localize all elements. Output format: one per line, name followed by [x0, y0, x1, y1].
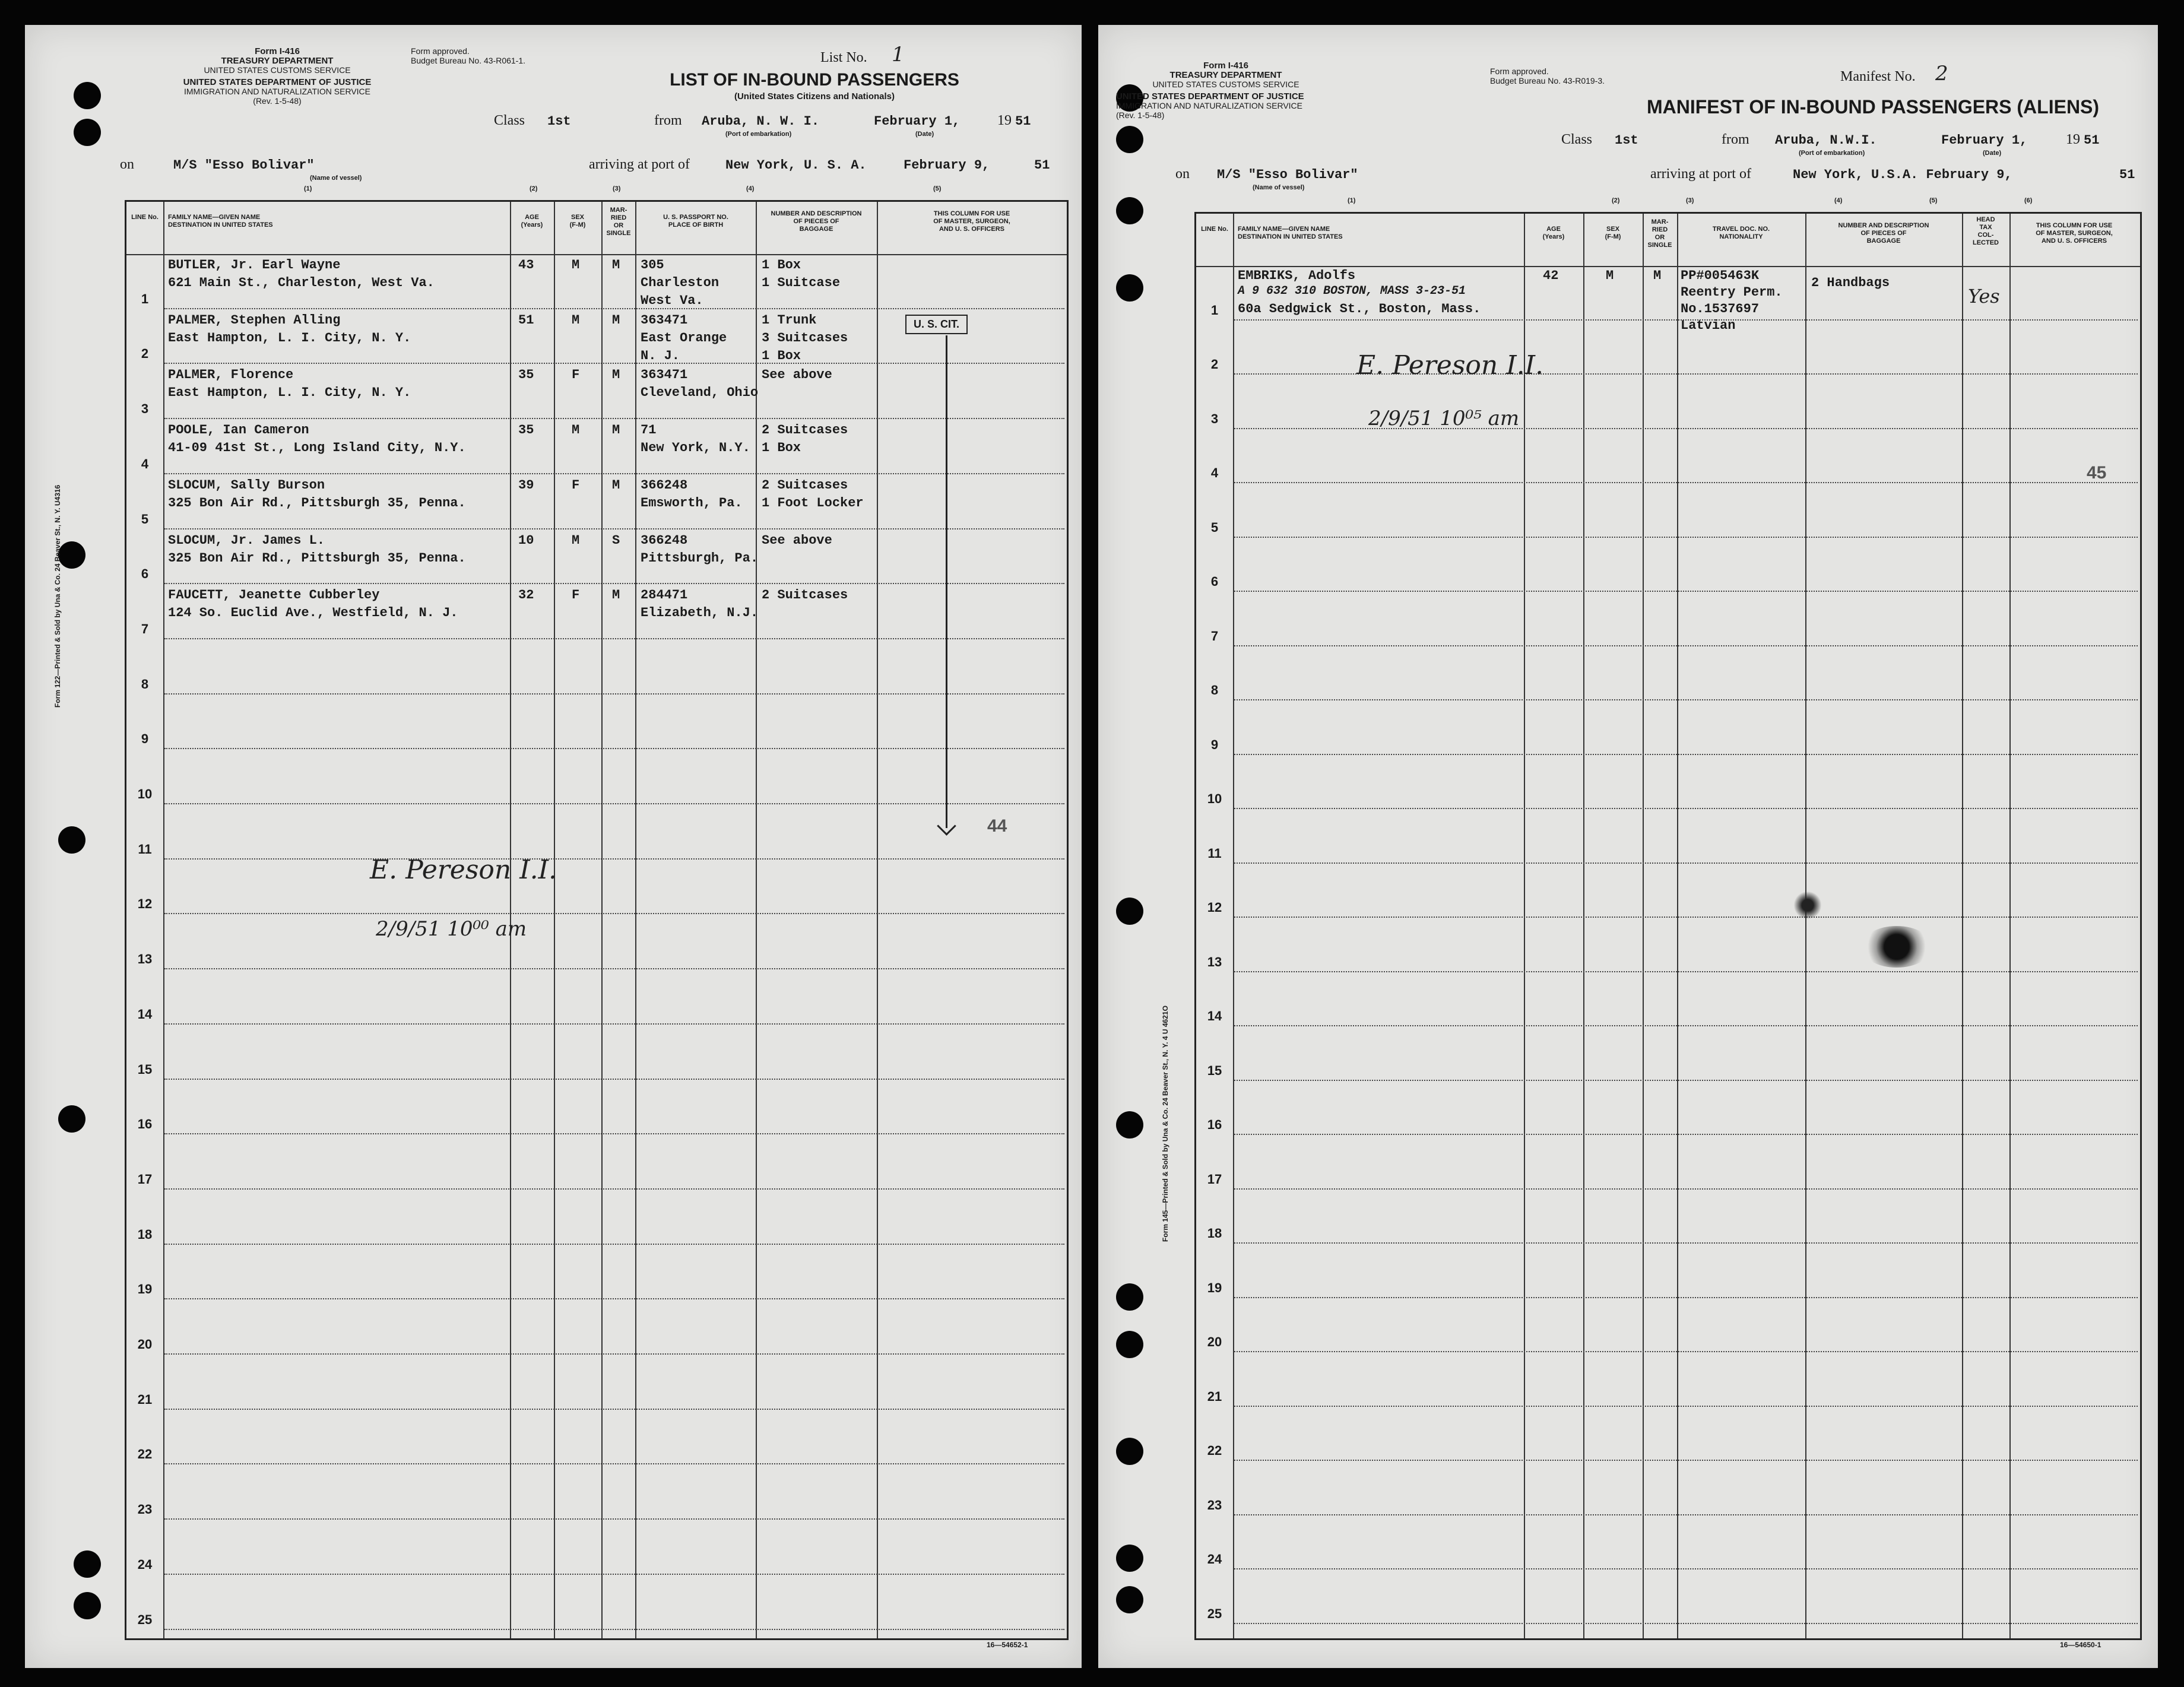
- punch-hole: [1116, 1586, 1143, 1613]
- passenger-sex: M: [572, 258, 580, 272]
- header-age: AGE (Years): [521, 214, 543, 229]
- inspector-signature: E. Pereson I.I.: [1356, 350, 1543, 380]
- year-prefix: 19: [997, 113, 1012, 128]
- place-of-birth: Pittsburgh, Pa.: [641, 550, 759, 566]
- baggage-item: 1 Suitcase: [762, 275, 841, 290]
- row-rule: [164, 1298, 1064, 1299]
- line-number: 21: [1207, 1388, 1222, 1404]
- place-of-birth: East Orange: [641, 330, 727, 345]
- manifest-table: [1194, 212, 2142, 1640]
- punch-hole: [1116, 126, 1143, 153]
- from-label: from: [1722, 132, 1749, 147]
- punch-hole: [1116, 1545, 1143, 1572]
- vessel-value: M/S "Esso Bolivar": [1217, 167, 1358, 182]
- line-number: 6: [141, 566, 149, 582]
- line-number: 19: [1207, 1280, 1222, 1295]
- header-officers: THIS COLUMN FOR USE OF MASTER, SURGEON, AND U. S. OFFICERS: [933, 210, 1010, 233]
- ink-blot: [1861, 926, 1932, 968]
- line-number: 22: [1207, 1443, 1222, 1458]
- customs-service: UNITED STATES CUSTOMS SERVICE: [204, 65, 351, 75]
- passenger-married: M: [612, 367, 620, 383]
- vessel-caption: (Name of vessel): [1253, 184, 1305, 191]
- form-footer: 16—54652-1: [987, 1641, 1028, 1649]
- line-number: 15: [1207, 1063, 1222, 1078]
- line-number: 2: [141, 346, 149, 362]
- inspection-date: 2/9/51 10⁰⁵ am: [1368, 407, 1520, 430]
- line-number: 10: [1207, 791, 1222, 806]
- baggage-item: 1 Box: [762, 348, 801, 363]
- line-number: 23: [137, 1502, 153, 1517]
- line-number: 13: [1207, 954, 1222, 969]
- passenger-age: 39: [518, 477, 534, 493]
- col-number: (5): [1929, 197, 1938, 204]
- page-title: LIST OF IN-BOUND PASSENGERS: [670, 70, 959, 90]
- row-rule: [164, 748, 1064, 749]
- header-line: LINE No.: [1201, 226, 1228, 233]
- arrival-year: 51: [2119, 167, 2135, 182]
- row-rule: [1234, 917, 2138, 918]
- col-number: (1): [1348, 197, 1356, 204]
- passport-no: 363471: [641, 367, 688, 383]
- row-rule: [164, 1463, 1064, 1464]
- reentry-permit: Reentry Perm.: [1681, 285, 1783, 300]
- justice-dept: UNITED STATES DEPARTMENT OF JUSTICE: [1116, 91, 1304, 102]
- passenger-manifest-page-right: [1098, 25, 2158, 1668]
- row-rule: [1234, 1297, 2138, 1298]
- bracket-arrow: [937, 816, 956, 836]
- class-label: Class: [1561, 132, 1593, 147]
- port-value: New York, U. S. A.: [725, 158, 867, 173]
- date-caption: (Date): [915, 131, 934, 138]
- col-number: (5): [933, 185, 942, 192]
- embark-caption: (Port of embarkation): [1799, 150, 1865, 157]
- line-number: 25: [137, 1612, 153, 1627]
- passenger-married: M: [612, 258, 620, 272]
- ins: IMMIGRATION AND NATURALIZATION SERVICE: [184, 87, 370, 96]
- punch-hole: [58, 541, 85, 569]
- header-line: LINE No.: [131, 214, 159, 221]
- passenger-sex: M: [572, 423, 580, 438]
- row-rule: [164, 418, 1064, 419]
- from-value: Aruba, N. W. I.: [702, 114, 820, 129]
- row-rule: [1234, 1188, 2138, 1190]
- arrival-year: 51: [1034, 158, 1050, 173]
- row-rule: [1234, 699, 2138, 700]
- passenger-destination: 124 So. Euclid Ave., Westfield, N. J.: [168, 605, 458, 621]
- inspector-signature: E. Pereson I.I.: [370, 855, 557, 885]
- header-married: MAR- RIED OR SINGLE: [606, 207, 631, 237]
- header-sex: SEX (F-M): [569, 214, 586, 229]
- passenger-name: SLOCUM, Jr. James L.: [168, 532, 325, 548]
- line-number: 12: [137, 896, 153, 912]
- place-of-birth-cont: West Va.: [641, 293, 703, 308]
- col-number: (6): [2024, 197, 2033, 204]
- punch-hole: [1116, 274, 1143, 302]
- date-value: February 1,: [1941, 133, 2028, 148]
- punch-hole: [1116, 1283, 1143, 1311]
- revision: (Rev. 1-5-48): [1116, 110, 1165, 120]
- passenger-sex: M: [572, 312, 580, 328]
- row-rule: [1234, 862, 2138, 864]
- col-number: (3): [613, 185, 621, 192]
- line-number: 5: [141, 511, 149, 527]
- passenger-age: 43: [518, 258, 534, 272]
- passenger-name: POOLE, Ian Cameron: [168, 423, 309, 438]
- line-number: 8: [1210, 683, 1219, 697]
- us-citizen-stamp: U. S. CIT.: [905, 315, 968, 334]
- passenger-destination: 621 Main St., Charleston, West Va.: [168, 275, 435, 290]
- passenger-name: PALMER, Florence: [168, 367, 294, 383]
- line-number: 22: [137, 1447, 153, 1462]
- ins: IMMIGRATION AND NATURALIZATION SERVICE: [1116, 101, 1302, 110]
- from-value: Aruba, N.W.I.: [1775, 133, 1877, 148]
- header-passport: U. S. PASSPORT NO. PLACE OF BIRTH: [663, 214, 728, 229]
- passenger-sex: M: [572, 532, 580, 548]
- line-number: 24: [1207, 1552, 1222, 1566]
- line-number: 1: [1210, 302, 1219, 318]
- printer-imprint: Form 122—Printed & Sold by Una & Co. 24 Beaver St., N. Y. U4316: [53, 484, 62, 708]
- treasury-dept: TREASURY DEPARTMENT: [221, 56, 334, 66]
- place-of-birth: Charleston: [641, 275, 719, 290]
- form-approved: Form approved.: [411, 46, 470, 56]
- row-rule: [164, 308, 1064, 309]
- customs-service: UNITED STATES CUSTOMS SERVICE: [1152, 80, 1299, 89]
- row-rule: [164, 1518, 1064, 1520]
- row-rule: [1234, 591, 2138, 592]
- line-number: 3: [1210, 411, 1219, 426]
- header-head-tax: HEAD TAX COL- LECTED: [1973, 216, 1999, 246]
- manifest-no-value: 2: [1935, 62, 1948, 85]
- passenger-married: M: [1653, 268, 1662, 283]
- header-name: FAMILY NAME—GIVEN NAME DESTINATION IN UNITED STATES: [168, 214, 273, 229]
- row-rule: [1234, 808, 2138, 809]
- passenger-sex: F: [572, 588, 580, 603]
- row-rule: [1234, 482, 2138, 483]
- line-number: 12: [1207, 900, 1222, 915]
- passenger-age: 32: [518, 588, 534, 603]
- on-label: on: [120, 157, 134, 172]
- passenger-destination: 41-09 41st St., Long Island City, N.Y.: [168, 440, 466, 456]
- header-name: FAMILY NAME—GIVEN NAME DESTINATION IN UNITED STATES: [1238, 226, 1343, 240]
- class-label: Class: [494, 113, 525, 128]
- passenger-destination: 325 Bon Air Rd., Pittsburgh 35, Penna.: [168, 495, 466, 510]
- line-number: 9: [141, 731, 149, 747]
- list-no-value: 1: [892, 43, 905, 66]
- class-value: 1st: [547, 114, 571, 129]
- row-rule: [164, 1574, 1064, 1575]
- line-number: 4: [141, 456, 149, 471]
- place-of-birth: Elizabeth, N.J.: [641, 605, 759, 621]
- row-rule: [1234, 1623, 2138, 1624]
- printer-imprint: Form 145—Printed & Sold by Una & Co. 24 Beaver St., N. Y. 4 U 4621O: [1161, 1006, 1169, 1242]
- passenger-name: SLOCUM, Sally Burson: [168, 477, 325, 493]
- punch-hole: [74, 1592, 101, 1619]
- line-number: 19: [137, 1282, 153, 1297]
- punch-hole: [1116, 1438, 1143, 1465]
- place-of-birth: New York, N.Y.: [641, 440, 750, 456]
- place-of-birth-cont: N. J.: [641, 348, 680, 363]
- punch-hole: [74, 82, 101, 109]
- passenger-name: FAUCETT, Jeanette Cubberley: [168, 588, 380, 603]
- header-baggage: NUMBER AND DESCRIPTION OF PIECES OF BAGGAGE: [1838, 222, 1929, 245]
- baggage-item: 1 Trunk: [762, 312, 817, 328]
- passenger-age: 51: [518, 312, 534, 328]
- col-number: (4): [1834, 197, 1843, 204]
- date-caption: (Date): [1983, 150, 2002, 157]
- page-subtitle: (United States Citizens and Nationals): [734, 91, 895, 102]
- row-rule: [164, 363, 1064, 364]
- vessel-value: M/S "Esso Bolivar": [173, 158, 315, 173]
- col-number: (2): [530, 185, 538, 192]
- line-number: 4: [1210, 465, 1219, 480]
- head-tax-collected: Yes: [1968, 285, 2000, 307]
- port-value: New York, U.S.A. February 9,: [1793, 167, 2012, 182]
- passenger-destination: 60a Sedgwick St., Boston, Mass.: [1238, 302, 1481, 316]
- baggage-item: 2 Suitcases: [762, 423, 848, 438]
- form-approved: Form approved.: [1490, 66, 1549, 76]
- punch-hole: [1116, 898, 1143, 925]
- passenger-destination: East Hampton, L. I. City, N. Y.: [168, 385, 411, 401]
- year-value: 51: [1015, 114, 1031, 129]
- line-number: 18: [1207, 1226, 1222, 1241]
- baggage-item: 1 Box: [762, 440, 801, 456]
- passenger-married: M: [612, 588, 620, 603]
- inspection-date: 2/9/51 10⁰⁰ am: [376, 917, 527, 941]
- passenger-sex: M: [1606, 268, 1614, 283]
- punch-hole: [1116, 197, 1143, 224]
- row-rule: [1234, 1080, 2138, 1081]
- row-rule: [1234, 1025, 2138, 1026]
- row-rule: [1234, 1406, 2138, 1407]
- page-count: 44: [987, 816, 1007, 836]
- passenger-married: S: [612, 532, 620, 548]
- manifest-no-label: Manifest No.: [1840, 69, 1916, 84]
- row-rule: [164, 1079, 1064, 1080]
- row-rule: [164, 528, 1064, 529]
- col-number: (3): [1686, 197, 1694, 204]
- baggage-item: 2 Handbags: [1811, 275, 1890, 290]
- header-married: MAR- RIED OR SINGLE: [1647, 218, 1672, 249]
- place-of-birth: Emsworth, Pa.: [641, 495, 743, 510]
- col-number: (4): [746, 185, 755, 192]
- year-value: 51: [2084, 133, 2100, 148]
- line-number: 11: [1207, 845, 1222, 861]
- row-rule: [1234, 1351, 2138, 1352]
- passenger-age: 42: [1543, 268, 1559, 283]
- line-number: 18: [137, 1226, 153, 1242]
- date-value: February 1,: [874, 114, 961, 129]
- punch-hole: [74, 1550, 101, 1578]
- line-number: 14: [137, 1006, 153, 1022]
- arriving-label: arriving at port of: [589, 157, 690, 172]
- row-rule: [164, 1244, 1064, 1245]
- line-number: 23: [1207, 1497, 1222, 1512]
- line-number: 7: [1210, 628, 1219, 643]
- passenger-age: 35: [518, 367, 534, 383]
- from-label: from: [654, 113, 682, 128]
- line-number: 5: [1210, 519, 1219, 535]
- page-count: 45: [2087, 463, 2107, 483]
- passenger-name: EMBRIKS, Adolfs: [1238, 268, 1356, 283]
- line-number: 3: [141, 401, 149, 417]
- row-rule: [164, 1023, 1064, 1025]
- passport-no: 284471: [641, 588, 688, 603]
- line-number: 20: [1207, 1334, 1222, 1349]
- row-rule: [164, 693, 1064, 695]
- passenger-age: 35: [518, 423, 534, 438]
- justice-dept: UNITED STATES DEPARTMENT OF JUSTICE: [183, 77, 372, 87]
- row-rule: [1234, 1568, 2138, 1569]
- row-rule: [1234, 1460, 2138, 1461]
- passenger-married: M: [612, 312, 620, 328]
- passport-no: 366248: [641, 477, 688, 493]
- page-title: MANIFEST OF IN-BOUND PASSENGERS (ALIENS): [1646, 96, 2100, 118]
- form-number: Form I-416: [255, 46, 300, 56]
- baggage-item: 2 Suitcases: [762, 588, 848, 603]
- baggage-item: 2 Suitcases: [762, 477, 848, 493]
- passport-no: 363471: [641, 312, 688, 328]
- row-rule: [164, 473, 1064, 474]
- arriving-label: arriving at port of: [1650, 166, 1751, 182]
- passenger-name: PALMER, Stephen Alling: [168, 312, 341, 328]
- budget-bureau: Budget Bureau No. 43-R019-3.: [1490, 76, 1605, 85]
- treasury-dept: TREASURY DEPARTMENT: [1169, 70, 1282, 80]
- punch-hole: [74, 119, 101, 146]
- passenger-married: M: [612, 423, 620, 438]
- travel-doc: PP#005463K: [1681, 268, 1760, 283]
- baggage-item: 1 Box: [762, 258, 801, 272]
- row-rule: [164, 1353, 1064, 1355]
- line-number: 17: [137, 1171, 153, 1187]
- row-rule: [1234, 1514, 2138, 1515]
- vessel-caption: (Name of vessel): [310, 175, 362, 182]
- alien-registration-note: A 9 632 310 BOSTON, MASS 3-23-51: [1238, 284, 1466, 298]
- baggage-item: 1 Foot Locker: [762, 495, 864, 510]
- line-number: 13: [137, 952, 153, 967]
- line-number: 20: [137, 1337, 153, 1352]
- revision: (Rev. 1-5-48): [253, 96, 302, 106]
- line-number: 7: [141, 621, 149, 636]
- passport-no: 305: [641, 258, 664, 272]
- header-travel-doc: TRAVEL DOC. NO. NATIONALITY: [1712, 226, 1770, 240]
- punch-hole: [58, 1105, 85, 1133]
- header-sex: SEX (F-M): [1605, 226, 1621, 240]
- ink-blot: [1790, 890, 1825, 920]
- line-number: 9: [1210, 737, 1219, 752]
- header-age: AGE (Years): [1542, 226, 1565, 240]
- punch-hole: [1116, 1331, 1143, 1358]
- row-rule: [1234, 754, 2138, 755]
- budget-bureau: Budget Bureau No. 43-R061-1.: [411, 56, 526, 65]
- col-number: (2): [1612, 197, 1620, 204]
- line-number: 25: [1207, 1606, 1222, 1621]
- punch-hole: [58, 826, 85, 854]
- row-rule: [164, 1629, 1064, 1630]
- row-rule: [164, 803, 1064, 804]
- passport-no: 71: [641, 423, 657, 438]
- embark-caption: (Port of embarkation): [725, 131, 792, 138]
- header-officers: THIS COLUMN FOR USE OF MASTER, SURGEON, AND U. S. OFFICERS: [2036, 222, 2113, 245]
- punch-hole: [1116, 1111, 1143, 1139]
- line-number: 1: [141, 291, 149, 306]
- passport-no: 366248: [641, 532, 688, 548]
- line-number: 11: [138, 841, 152, 857]
- line-number: 21: [137, 1391, 153, 1407]
- permit-number: No.1537697: [1681, 302, 1760, 316]
- passenger-list-page-left: [25, 25, 1082, 1668]
- passenger-married: M: [612, 477, 620, 493]
- line-number: 10: [137, 787, 153, 801]
- passenger-destination: 325 Bon Air Rd., Pittsburgh 35, Penna.: [168, 550, 466, 566]
- row-rule: [1234, 971, 2138, 972]
- line-number: 14: [1207, 1009, 1222, 1023]
- baggage-item: 3 Suitcases: [762, 330, 848, 345]
- bracket-line: [946, 335, 947, 828]
- line-number: 6: [1210, 574, 1219, 589]
- line-number: 16: [137, 1117, 153, 1132]
- row-rule: [164, 1188, 1064, 1190]
- row-rule: [164, 638, 1064, 639]
- baggage-item: See above: [762, 532, 832, 548]
- baggage-item: See above: [762, 367, 832, 383]
- nationality: Latvian: [1681, 318, 1736, 333]
- row-rule: [164, 583, 1064, 584]
- header-baggage: NUMBER AND DESCRIPTION OF PIECES OF BAGGAGE: [771, 210, 862, 233]
- row-rule: [1234, 1242, 2138, 1244]
- place-of-birth: Cleveland, Ohio: [641, 385, 759, 401]
- row-rule: [164, 858, 1064, 860]
- col-number: (1): [304, 185, 312, 192]
- row-rule: [164, 968, 1064, 969]
- line-number: 16: [1207, 1117, 1222, 1132]
- class-value: 1st: [1615, 133, 1638, 148]
- row-rule: [164, 1133, 1064, 1134]
- list-no-label: List No.: [820, 50, 867, 65]
- row-rule: [1234, 1134, 2138, 1135]
- passenger-destination: East Hampton, L. I. City, N. Y.: [168, 330, 411, 345]
- line-number: 8: [141, 676, 149, 692]
- line-number: 24: [137, 1556, 153, 1572]
- passenger-age: 10: [518, 532, 534, 548]
- on-label: on: [1175, 166, 1190, 182]
- form-footer: 16—54650-1: [2060, 1641, 2101, 1649]
- passenger-sex: F: [572, 367, 580, 383]
- passenger-sex: F: [572, 477, 580, 493]
- arrival-date: February 9,: [904, 158, 990, 173]
- row-rule: [1234, 537, 2138, 538]
- year-prefix: 19: [2066, 132, 2080, 147]
- row-rule: [164, 913, 1064, 914]
- line-number: 17: [1207, 1171, 1222, 1187]
- row-rule: [164, 1409, 1064, 1410]
- passenger-table: [125, 200, 1069, 1640]
- line-number: 15: [137, 1061, 153, 1077]
- passenger-name: BUTLER, Jr. Earl Wayne: [168, 258, 341, 272]
- line-number: 2: [1210, 357, 1219, 372]
- row-rule: [1234, 645, 2138, 646]
- form-number: Form I-416: [1203, 61, 1248, 71]
